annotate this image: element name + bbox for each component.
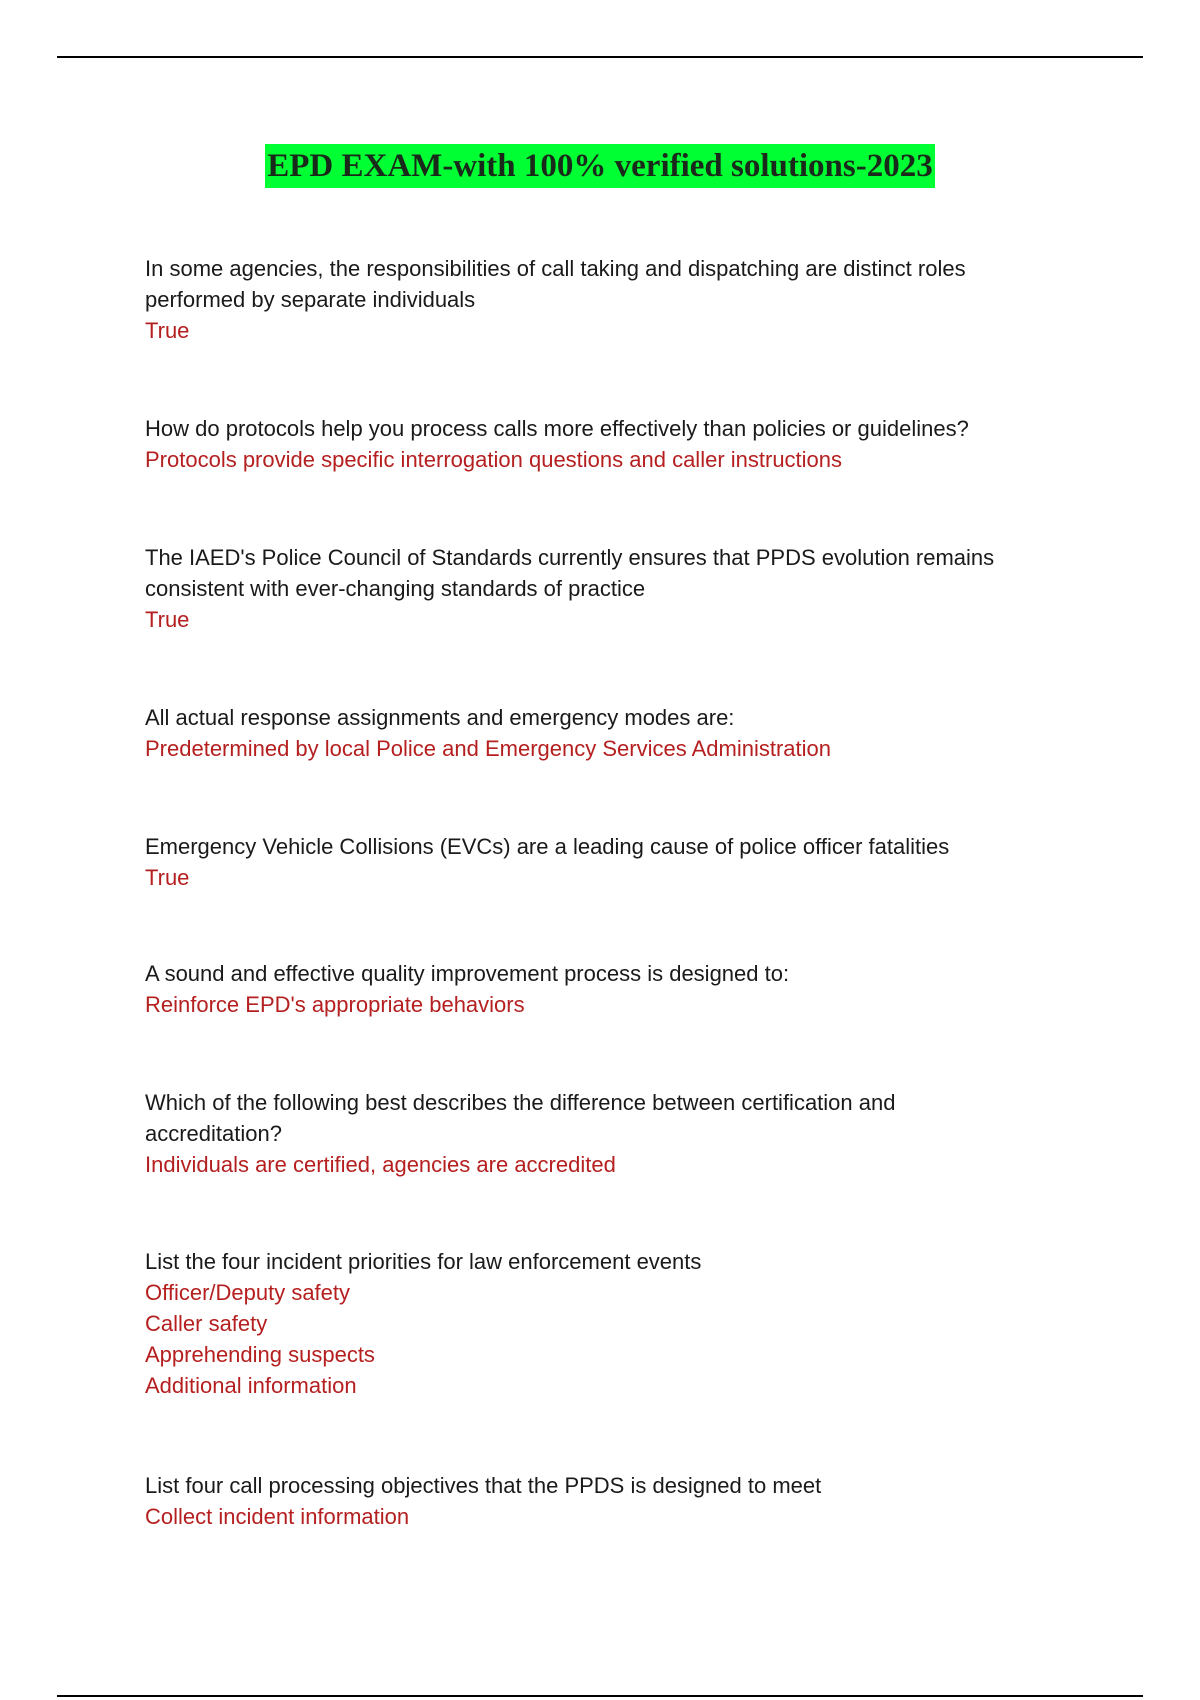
question-text: The IAED's Police Council of Standards currently ensures that PPDS evolution remains consistent with ever-changing standards of practice [145,545,995,601]
question-text: List four call processing objectives that the PPDS is designed to meet [145,1473,822,1498]
qa-item-6 [145,958,1065,1020]
answer-text: Collect incident information [145,1504,410,1529]
qa-item-3 [145,542,1065,635]
answer-text: Protocols provide specific interrogation questions and caller instructions [145,447,843,472]
answer-text: True [145,865,190,890]
answer-text: Individuals are certified, agencies are accredited [145,1152,616,1177]
bottom-rule [57,1695,1143,1697]
answer-text: Predetermined by local Police and Emergency Services Administration [145,736,831,761]
answer-text: Reinforce EPD's appropriate behaviors [145,992,525,1017]
question-text: Emergency Vehicle Collisions (EVCs) are a leading cause of police officer fatalities [145,834,950,859]
question-text: List the four incident priorities for law enforcement events [145,1249,702,1274]
qa-item-7 [145,1087,1065,1180]
question-text: In some agencies, the responsibilities of call taking and dispatching are distinct roles performed by separate individuals [145,256,966,312]
qa-item-2 [145,413,1065,475]
question-text: How do protocols help you process calls more effectively than policies or guidelines? [145,416,969,441]
question-text: All actual response assignments and emergency modes are: [145,705,735,730]
question-text: A sound and effective quality improvement process is designed to: [145,961,790,986]
answer-text: Officer/Deputy safety Caller safety Apprehending suspects Additional information [145,1280,375,1398]
qa-item-8 [145,1246,1065,1401]
top-rule [57,56,1143,58]
answer-text: True [145,607,190,632]
qa-item-4 [145,702,1065,764]
document-title: EPD EXAM-with 100% verified solutions-2023 [265,144,934,188]
qa-item-5 [145,831,1065,893]
qa-item-1 [145,253,1065,346]
qa-item-9 [145,1470,1065,1532]
title-block [0,144,1200,188]
answer-text: True [145,318,190,343]
question-text: Which of the following best describes the difference between certification and accreditation? [145,1090,896,1146]
